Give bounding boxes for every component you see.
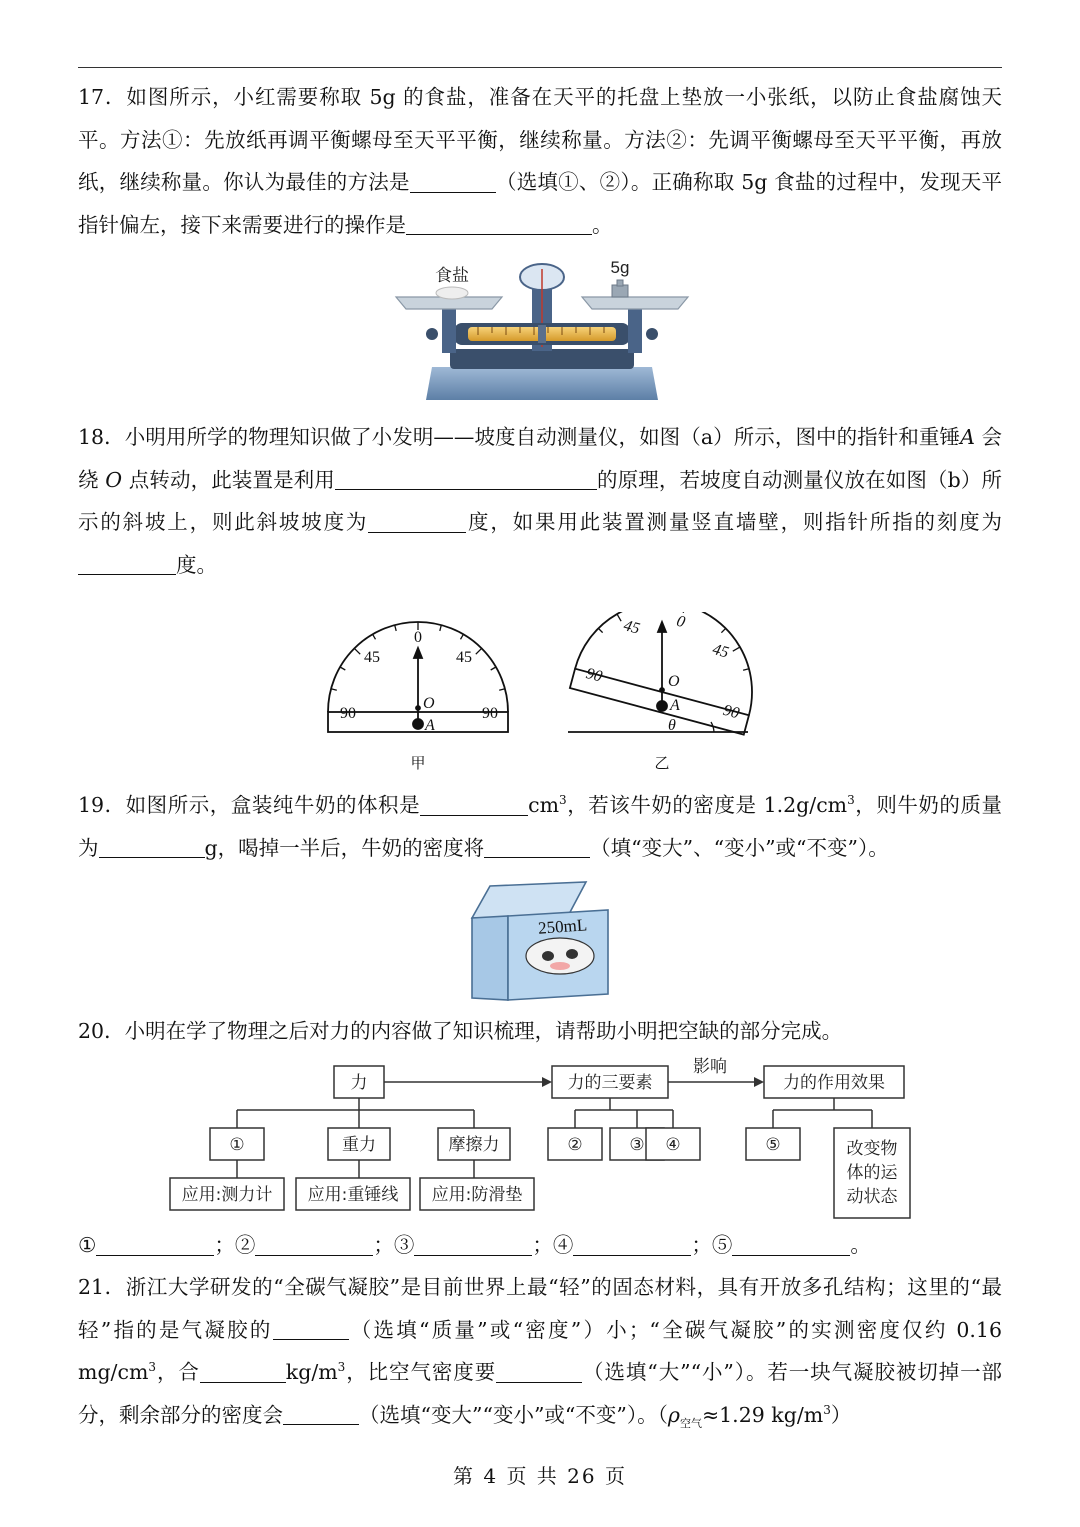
weight-label: 5g — [610, 258, 630, 277]
salt-pile — [436, 287, 468, 299]
weight-5g — [612, 285, 628, 297]
q21-blank-3[interactable] — [496, 1359, 582, 1383]
q21-text-b: （选填“质量”或“密度”）小；“全碳气凝胶”的实测密度仅约 0.16 mg/cm — [78, 1317, 1003, 1384]
q20-answers — [78, 1224, 1002, 1267]
right-label-A: A — [670, 697, 680, 714]
slope-meter-figure — [320, 612, 760, 774]
label-c2: ② — [567, 1135, 583, 1155]
q18-blank-2[interactable] — [368, 509, 466, 533]
q21-blank-1[interactable] — [273, 1317, 349, 1341]
q19-sup-1: 3 — [559, 793, 567, 807]
q19-blank-1[interactable] — [420, 792, 528, 816]
label-c5: ⑤ — [765, 1135, 781, 1155]
label-influence: 影响 — [693, 1057, 727, 1077]
q21-text-h: ≈1.29 kg/m — [701, 1402, 824, 1427]
q18-blank-1[interactable] — [335, 467, 597, 491]
label-change-2: 体的运 — [846, 1163, 898, 1183]
q20-blank-5[interactable] — [732, 1232, 850, 1256]
label-c3: ③ — [629, 1135, 645, 1155]
q18-text-e: 度，如果用此装置测量竖直墙壁，则指针所指的刻度为 — [466, 510, 1003, 534]
right-weight-A — [657, 701, 667, 711]
q20-ans-5-label: ；⑤ — [691, 1233, 733, 1257]
q20-ans-1-label: ① — [78, 1233, 97, 1257]
left-label-O: O — [423, 695, 435, 712]
q21-text-d: kg/m — [285, 1360, 338, 1384]
right-label-O: O — [668, 673, 680, 690]
q20-ans-end: 。 — [850, 1233, 871, 1257]
label-change-3: 动状态 — [846, 1187, 898, 1207]
q21-text-a: 21．浙江大学研发的“全碳气凝胶”是目前世界上最“轻”的固态材料，具有开放多孔结构；这里的“最轻”指的是气凝胶的 — [78, 1275, 1002, 1342]
q21-blank-4[interactable] — [283, 1402, 359, 1426]
right-meter-arc — [575, 612, 760, 715]
q19-text-d: ，则牛奶的质量为 — [78, 793, 1002, 860]
label-app-1: 应用:测力计 — [181, 1185, 273, 1205]
q20-ans-3-label: ；③ — [373, 1233, 415, 1257]
q21-text-g: （选填“变大”“变小”或“不变”）。（ — [359, 1402, 668, 1427]
milk-carton-figure — [468, 880, 616, 1002]
q19-text-e: g，喝掉一半后，牛奶的密度将 — [204, 835, 485, 860]
balance-figure — [392, 255, 692, 403]
q21-blank-2[interactable] — [200, 1359, 286, 1383]
right-balance-nut — [646, 328, 658, 340]
q21-sup-1: 3 — [148, 1360, 157, 1374]
q19-text-f: （填“变大”、“变小”或“不变”）。 — [590, 835, 889, 860]
q21-text-c: ，合 — [156, 1360, 200, 1384]
q19-sup-2: 3 — [847, 793, 855, 807]
right-label-90-right: 90 — [721, 701, 742, 723]
q21-text-i: ） — [830, 1402, 852, 1427]
q21-text-f: （选填“大”“小”）。若一块气凝胶被切掉一部分，剩余部分的密度会 — [78, 1360, 1003, 1427]
caption-yi: 乙 — [654, 754, 670, 772]
left-label-45-right: 45 — [456, 649, 472, 666]
question-21 — [78, 1266, 1002, 1436]
balance-base — [426, 367, 658, 400]
q20-blank-4[interactable] — [573, 1232, 691, 1256]
question-18 — [78, 416, 1002, 586]
label-app-3: 应用:防滑垫 — [431, 1185, 523, 1205]
q18-blank-3[interactable] — [78, 552, 176, 576]
q17-text-a: 17．如图所示，小红需要称取 5g 的食盐，准备在天平的托盘上垫放一小张纸，以防止食盐腐蚀天平。方法①：先放纸再调平衡螺母至天平平衡，继续称量。方法②：先调平衡螺母至天平平衡，再放纸，继续称量。你认为最佳的方法是 — [78, 85, 1002, 194]
q20-blank-2[interactable] — [255, 1232, 373, 1256]
salt-label: 食盐 — [435, 266, 469, 285]
carton-volume-label: 250mL — [537, 915, 588, 938]
right-label-theta: θ — [668, 717, 676, 734]
left-label-90-left: 90 — [340, 705, 356, 722]
right-label-0: 0 — [674, 612, 687, 632]
left-balance-nut — [426, 328, 438, 340]
right-label-45-left: 45 — [621, 617, 642, 638]
q17-text-c: 。 — [592, 212, 613, 237]
q20-text: 20．小明在学了物理之后对力的内容做了知识梳理，请帮助小明把空缺的部分完成。 — [78, 1019, 843, 1043]
label-app-2: 应用:重锤线 — [307, 1185, 399, 1205]
carton-side — [472, 916, 508, 1000]
q18-letter-A: A — [960, 425, 975, 449]
q17-blank-1[interactable] — [410, 169, 496, 193]
label-change-1: 改变物 — [846, 1139, 898, 1159]
q18-text-b: 会绕 — [78, 425, 1002, 492]
q20-ans-4-label: ；④ — [532, 1233, 574, 1257]
label-gravity: 重力 — [342, 1135, 376, 1155]
page-footer: 第 4 页 共 26 页 — [453, 1464, 627, 1488]
caption-jia: 甲 — [410, 754, 426, 772]
right-label-45-right: 45 — [710, 640, 731, 662]
label-three-elements: 力的三要素 — [567, 1073, 653, 1093]
q19-blank-3[interactable] — [484, 835, 590, 859]
q21-rho: ρ — [667, 1402, 680, 1427]
right-label-90-left: 90 — [584, 665, 604, 686]
label-c1: ① — [229, 1135, 245, 1155]
q20-ans-2-label: ；② — [214, 1233, 256, 1257]
q19-text-c: ，若该牛奶的密度是 1.2g/cm — [566, 793, 848, 817]
q17-blank-2[interactable] — [406, 212, 592, 236]
q19-blank-2[interactable] — [99, 835, 205, 859]
q20-blank-3[interactable] — [414, 1232, 532, 1256]
q21-text-e: ，比空气密度要 — [345, 1360, 497, 1384]
label-friction: 摩擦力 — [448, 1135, 500, 1155]
q19-text-b: cm — [528, 793, 560, 817]
question-17 — [78, 76, 1002, 246]
q19-text-a: 19．如图所示，盒装纯牛奶的体积是 — [78, 793, 421, 817]
q18-text-a: 18．小明用所学的物理知识做了小发明——坡度自动测量仪，如图（a）所示，图中的指针和重锤 — [78, 425, 961, 449]
force-diagram — [164, 1054, 916, 1222]
label-force: 力 — [350, 1073, 368, 1093]
q18-letter-O: O — [105, 467, 123, 492]
left-label-0: 0 — [414, 629, 422, 646]
balance-body — [450, 349, 634, 369]
right-pan — [582, 297, 688, 309]
q20-blank-1[interactable] — [96, 1232, 214, 1256]
question-20 — [78, 1010, 1002, 1053]
label-effect: 力的作用效果 — [783, 1073, 885, 1093]
left-label-90-right: 90 — [482, 705, 498, 722]
header-rule — [78, 67, 1002, 68]
q17-text-b: （选填①、②）。正确称取 5g 食盐的过程中，发现天平指针偏左，接下来需要进行的操作是 — [78, 170, 1003, 237]
question-19 — [78, 784, 1002, 869]
label-c4: ④ — [665, 1135, 681, 1155]
q18-text-c: 点转动，此装置是利用 — [122, 467, 335, 492]
q21-sup-2: 3 — [337, 1360, 346, 1374]
q21-rho-sub: 空气 — [679, 1416, 702, 1430]
left-label-45-left: 45 — [364, 649, 380, 666]
q21-sup-3: 3 — [823, 1402, 831, 1417]
q18-text-d: 的原理，若坡度自动测量仪放在如图（b）所示的斜坡上，则此斜坡坡度为 — [78, 467, 1002, 534]
left-weight-A — [413, 719, 423, 729]
q18-text-f: 度。 — [176, 552, 217, 577]
left-label-A: A — [425, 717, 435, 734]
